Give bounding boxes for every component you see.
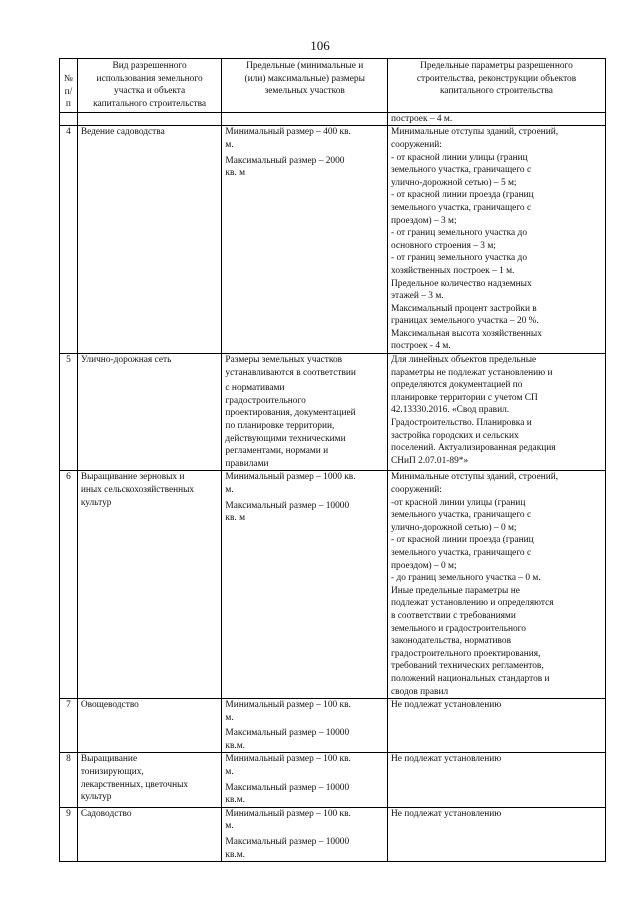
params-line: Максимальная высота хозяйственных xyxy=(391,328,542,339)
use-type-line: Овощеводство xyxy=(80,700,139,711)
use-type-line: Выращивание зерновых и xyxy=(80,472,185,483)
header-size-line: Предельные (минимальные и xyxy=(246,61,364,71)
params-line: застройка городских и сельских xyxy=(391,430,519,441)
params-line: -от красной линии улицы (границ xyxy=(391,497,526,508)
header-number xyxy=(60,59,78,113)
params-line: поселений. Актуализированная редакция xyxy=(391,443,556,454)
row-number-cell: 4 xyxy=(60,126,78,354)
params-line: границах земельного участка – 20 %. xyxy=(391,316,539,327)
params-line: - от границ земельного участка до xyxy=(391,253,528,264)
params-line: земельного участка, граничащего с xyxy=(391,165,532,176)
table-row xyxy=(60,112,606,126)
plot-size-line: м. xyxy=(225,485,234,495)
params-line: параметры не подлежат установлению и xyxy=(391,367,553,378)
land-use-regulations-table xyxy=(59,58,606,862)
plot-size-cell xyxy=(222,807,388,861)
use-type-line: тонизирующих, xyxy=(80,767,144,778)
plot-size-line: кв. м xyxy=(225,168,246,179)
plot-size-line: кв.м. xyxy=(225,740,246,751)
params-line: построек – 4 м. xyxy=(391,113,453,124)
header-use-line: капитального строительства xyxy=(93,98,207,109)
params-cell xyxy=(388,126,606,354)
plot-size-line: Максимальный размер – 10000 xyxy=(225,837,350,848)
header-params-line: строительства, реконструкции объектов xyxy=(416,73,577,84)
params-line: сводов правил xyxy=(391,686,449,697)
plot-size-cell xyxy=(222,126,388,354)
plot-size-line: Максимальный размер – 10000 xyxy=(225,728,350,739)
plot-size-line: м. xyxy=(225,821,234,832)
params-line: - до границ земельного участка – 0 м. xyxy=(391,573,541,584)
params-line: этажей – 3 м. xyxy=(391,291,444,302)
params-line: улично-дорожной сетью) – 0 м; xyxy=(391,522,517,533)
plot-size-line: кв. м xyxy=(225,513,246,524)
params-line: Не подлежат установлению xyxy=(391,700,502,711)
plot-size-cell xyxy=(222,699,388,753)
header-use-line: использования земельного xyxy=(96,73,203,84)
use-type-cell xyxy=(77,126,222,354)
params-line: земельного участка, граничащего с xyxy=(391,547,532,558)
plot-size-line: Размеры земельных участков xyxy=(225,355,343,366)
params-line: планировке территории с учетом СП xyxy=(391,392,538,403)
row-number-cell: 8 xyxy=(60,753,78,807)
use-type-line: культур xyxy=(80,792,112,803)
plot-size-line: м. xyxy=(225,712,234,723)
plot-size-cell xyxy=(222,471,388,699)
header-use-line: Вид разрешенного xyxy=(112,61,187,71)
row-number-cell: 7 xyxy=(60,699,78,753)
plot-size-line: Минимальный размер – 1000 кв. xyxy=(225,472,356,483)
params-line: земельного участка, граничащего с xyxy=(391,202,532,213)
params-line: Предельное количество надземных xyxy=(391,278,532,289)
plot-size-line: действующими техническими xyxy=(225,433,346,444)
params-line: требований технических регламентов, xyxy=(391,661,544,672)
plot-size-line: Минимальный размер – 100 кв. xyxy=(225,700,351,711)
params-line: земельного участка, граничащего с xyxy=(391,510,532,521)
table-row xyxy=(60,753,606,807)
params-line: - от красной линии проезда (границ xyxy=(391,190,534,201)
params-line: основного строения – 3 м; xyxy=(391,240,496,251)
plot-size-cell xyxy=(222,354,388,471)
header-number-line: п/п xyxy=(64,86,73,110)
table-row xyxy=(60,354,606,471)
params-line: СНиП 2.07.01-89*» xyxy=(391,455,469,466)
plot-size-line: по планировке территории, xyxy=(225,421,335,432)
plot-size-line: Максимальный размер – 10000 xyxy=(225,500,350,511)
use-type-line: культур xyxy=(80,497,112,508)
params-cell xyxy=(388,699,606,753)
plot-size-line: Минимальный размер – 100 кв. xyxy=(225,754,351,765)
params-cell xyxy=(388,112,606,126)
header-construction-params xyxy=(388,59,606,113)
table-row xyxy=(60,699,606,753)
params-line: земельного и градостроительного xyxy=(391,623,526,634)
table-row xyxy=(60,126,606,354)
plot-size-line: градостроительного xyxy=(225,395,306,406)
use-type-line: Садоводство xyxy=(80,808,132,819)
use-type-line: иных сельскохозяйственных xyxy=(80,485,195,495)
plot-size-line: м. xyxy=(225,139,234,150)
use-type-cell xyxy=(77,471,222,699)
plot-size-line: Минимальный размер – 400 кв. xyxy=(225,127,351,138)
use-type-cell xyxy=(77,807,222,861)
params-line: Не подлежат установлению xyxy=(391,754,502,765)
plot-size-line: с нормативами xyxy=(225,383,285,394)
params-line: Максимальный процент застройки в xyxy=(391,303,537,314)
row-number-cell: 9 xyxy=(60,807,78,861)
table-row xyxy=(60,807,606,861)
params-line: 42.13330.2016. «Свод правил. xyxy=(391,405,510,416)
params-line: проездом) – 0 м; xyxy=(391,560,457,571)
params-cell xyxy=(388,753,606,807)
params-line: построек - 4 м. xyxy=(391,341,451,352)
use-type-cell xyxy=(77,699,222,753)
row-number-cell: 5 xyxy=(60,354,78,471)
header-params-line: Предельные параметры разрешенного xyxy=(420,61,573,71)
page-number: 106 xyxy=(310,38,330,53)
params-line: хозяйственных построек – 1 м. xyxy=(391,265,515,276)
plot-size-line: кв.м. xyxy=(225,795,246,806)
row-number-cell xyxy=(60,112,78,126)
header-size-line: земельных участков xyxy=(264,86,345,97)
plot-size-line: Максимальный размер – 2000 xyxy=(225,155,345,166)
params-cell xyxy=(388,354,606,471)
plot-size-line: регламентами, нормами и xyxy=(225,446,329,457)
header-number-line: № xyxy=(63,74,73,84)
plot-size-line: Максимальный размер – 10000 xyxy=(225,782,350,793)
use-type-cell xyxy=(77,354,222,471)
plot-size-line: правилами xyxy=(225,458,269,469)
plot-size-line: кв.м. xyxy=(225,849,246,860)
params-line: градостроительного проектирования, xyxy=(391,648,541,659)
header-plot-size xyxy=(222,59,388,113)
params-line: проездом) – 3 м; xyxy=(391,215,457,226)
params-line: в соответствии с требованиями xyxy=(391,610,516,621)
params-line: Минимальные отступы зданий, строений, xyxy=(391,472,559,483)
params-line: Для линейных объектов предельные xyxy=(391,355,537,366)
params-line: положений национальных стандартов и xyxy=(391,673,550,684)
params-line: улично-дорожной сетью) – 5 м; xyxy=(391,177,517,188)
header-use-type xyxy=(77,59,222,113)
params-line: Градостроительство. Планировка и xyxy=(391,418,532,429)
params-line: законодательства, нормативов xyxy=(391,636,512,647)
params-line: Минимальные отступы зданий, строений, xyxy=(391,127,559,138)
header-use-line: участка и объекта xyxy=(114,86,186,97)
header-size-line: (или) максимальные) размеры xyxy=(244,73,365,84)
params-line: Не подлежат установлению xyxy=(391,808,502,819)
table-row xyxy=(60,471,606,699)
use-type-line: Выращивание xyxy=(80,754,138,765)
params-line: определяются документацией по xyxy=(391,380,523,391)
params-cell xyxy=(388,471,606,699)
table-header-row xyxy=(60,59,606,113)
plot-size-line: проектирования, документацией xyxy=(225,408,356,419)
params-line: подлежат установлению и определяются xyxy=(391,598,554,609)
plot-size-cell xyxy=(222,753,388,807)
row-number-cell: 6 xyxy=(60,471,78,699)
plot-size-line: устанавливаются в соответствии xyxy=(225,367,356,378)
use-type-line: лекарственных, цветочных xyxy=(80,779,189,790)
header-params-line: капитального строительства xyxy=(440,86,553,97)
use-type-line: Ведение садоводства xyxy=(80,127,165,138)
plot-size-line: Минимальный размер – 100 кв. xyxy=(225,808,351,819)
params-line: сооружений: xyxy=(391,139,442,150)
use-type-line: Улично-дорожная сеть xyxy=(80,355,172,366)
params-line: - от красной линии улицы (границ xyxy=(391,152,528,163)
params-line: - от границ земельного участка до xyxy=(391,228,528,239)
use-type-cell xyxy=(77,753,222,807)
plot-size-cell xyxy=(222,112,388,126)
params-line: - от красной линии проезда (границ xyxy=(391,535,534,546)
params-line: Иные предельные параметры не xyxy=(391,585,520,596)
use-type-cell xyxy=(77,112,222,126)
plot-size-line: м. xyxy=(225,767,234,778)
params-line: сооружений: xyxy=(391,485,442,495)
params-cell xyxy=(388,807,606,861)
